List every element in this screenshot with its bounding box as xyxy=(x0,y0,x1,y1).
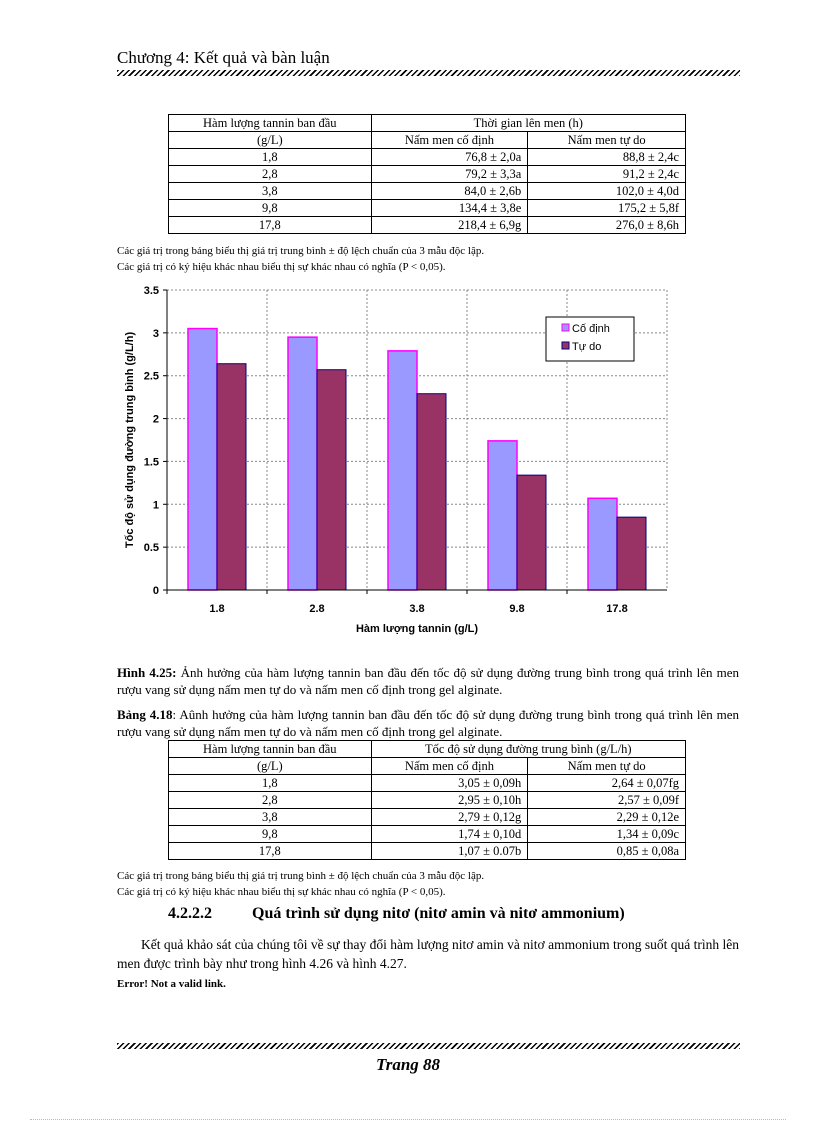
chart-y-label: Tốc độ sử dụng đường trung bình (g/L/h) xyxy=(124,331,136,549)
fermentation-time-table xyxy=(168,114,686,234)
section-heading xyxy=(168,905,625,923)
x-tick-label: 2.8 xyxy=(309,603,325,615)
bar-fixed xyxy=(488,441,517,590)
legend-label-free: Tự do xyxy=(572,341,602,353)
page-header: Chương 4: Kết quả và bàn luận xyxy=(117,48,330,67)
table1-cell: 1,8 xyxy=(169,149,372,166)
y-tick-label: 0 xyxy=(152,585,159,597)
chart-bars xyxy=(188,329,646,590)
table2-col1-header-2: (g/L) xyxy=(169,758,372,775)
table-caption xyxy=(117,706,739,740)
bar-free xyxy=(417,394,446,590)
y-tick-label: 3.5 xyxy=(143,285,159,297)
table-row xyxy=(169,792,686,809)
table1-subheader-fixed: Nấm men cố định xyxy=(371,132,528,149)
table2-cell: 3,05 ± 0,09h xyxy=(371,775,528,792)
page-footer: Trang 88 xyxy=(375,1055,441,1074)
bar-fixed xyxy=(588,498,617,590)
y-tick-label: 1.5 xyxy=(143,456,159,469)
y-tick-label: 0.5 xyxy=(143,542,159,555)
x-tick-label: 3.8 xyxy=(409,603,425,615)
header-rule xyxy=(117,70,740,76)
table1-cell: 102,0 ± 4,0d xyxy=(528,183,686,200)
table2-cell: 1,07 ± 0.07b xyxy=(371,843,528,860)
table1-note-1: Các giá trị trong bảng biểu thị giá trị trung bình ± độ lệch chuẩn của 3 mẫu độc lập. xyxy=(117,245,485,257)
table1-cell: 134,4 ± 3,8e xyxy=(371,200,528,217)
bar-free xyxy=(317,370,346,590)
table-row xyxy=(169,217,686,234)
x-tick-label: 1.8 xyxy=(209,603,225,615)
table1-col1-header-1: Hàm lượng tannin ban đầu xyxy=(169,115,372,132)
bar-free xyxy=(617,517,646,590)
table1-col1-header-2: (g/L) xyxy=(169,132,372,149)
y-tick-label: 3 xyxy=(152,327,159,340)
legend-swatch-fixed xyxy=(562,324,569,331)
y-tick-label: 2.5 xyxy=(143,370,159,383)
table2-note-1: Các giá trị trong bảng biểu thị giá trị trung bình ± độ lệch chuẩn của 3 mẫu độc lập. xyxy=(117,870,485,882)
table1-subheader-free: Nấm men tự do xyxy=(528,132,686,149)
table1-note-2: Các giá trị có ký hiệu khác nhau biểu thị sự khác nhau có nghĩa (P < 0,05). xyxy=(117,261,446,273)
x-tick-label: 17.8 xyxy=(606,603,628,615)
sugar-rate-table xyxy=(168,740,686,860)
table1-cell: 3,8 xyxy=(169,183,372,200)
table2-subheader-fixed: Nấm men cố định xyxy=(371,758,528,775)
table2-cell: 2,79 ± 0,12g xyxy=(371,809,528,826)
y-tick-label: 1 xyxy=(152,499,159,512)
bar-chart xyxy=(110,280,690,642)
table1-group-header: Thời gian lên men (h) xyxy=(371,115,685,132)
table1-cell: 17,8 xyxy=(169,217,372,234)
y-tick-label: 2 xyxy=(152,413,159,426)
chart-x-label: Hàm lượng tannin (g/L) xyxy=(355,623,479,635)
table-row xyxy=(169,149,686,166)
table-row xyxy=(169,809,686,826)
x-tick-label: 9.8 xyxy=(509,603,525,615)
page-bottom-border xyxy=(30,1119,786,1120)
table1-cell: 88,8 ± 2,4c xyxy=(528,149,686,166)
body-paragraph: Kết quả khảo sát của chúng tôi về sự thay đổi hàm lượng nitơ amin và nitơ ammonium trong suốt quá trình lên men được trình bày như trong hình 4.26 và hình 4.27. xyxy=(117,937,739,971)
table2-cell: 1,8 xyxy=(169,775,372,792)
chart-legend xyxy=(546,317,634,361)
legend-label-fixed: Cố định xyxy=(572,323,610,335)
table1-cell: 84,0 ± 2,6b xyxy=(371,183,528,200)
table-caption-text: : Aûnh hưởng của hàm lượng tannin ban đầu đến tốc độ sử dụng đường trung bình trong quá trình lên men rượu vang sử dụng nấm men tự do và nấm men cố định trong gel alginate. xyxy=(117,707,740,739)
figure-caption xyxy=(117,664,739,698)
figure-caption-text: Ảnh hưởng của hàm lượng tannin ban đầu đến tốc độ sử dụng đường trung bình trong quá trình lên men rượu vang sử dụng nấm men tự do và nấm men cố định trong gel alginate. xyxy=(117,665,740,697)
table2-cell: 2,8 xyxy=(169,792,372,809)
table-caption-label: Bảng 4.18 xyxy=(117,707,173,722)
table2-cell: 2,64 ± 0,07fg xyxy=(528,775,686,792)
table1-cell: 76,8 ± 2,0a xyxy=(371,149,528,166)
footer-rule xyxy=(117,1043,740,1049)
table2-subheader-free: Nấm men tự do xyxy=(528,758,686,775)
bar-free xyxy=(217,364,246,590)
table2-cell: 2,29 ± 0,12e xyxy=(528,809,686,826)
figure-caption-label: Hình 4.25: xyxy=(117,665,177,680)
table2-cell: 1,34 ± 0,09c xyxy=(528,826,686,843)
table1-cell: 9,8 xyxy=(169,200,372,217)
table-row xyxy=(169,775,686,792)
bar-fixed xyxy=(288,337,317,590)
table2-cell: 9,8 xyxy=(169,826,372,843)
table-row xyxy=(169,200,686,217)
table1-cell: 276,0 ± 8,6h xyxy=(528,217,686,234)
table2-cell: 3,8 xyxy=(169,809,372,826)
table-row xyxy=(169,166,686,183)
table1-cell: 79,2 ± 3,3a xyxy=(371,166,528,183)
table2-cell: 1,74 ± 0,10d xyxy=(371,826,528,843)
legend-swatch-free xyxy=(562,342,569,349)
table1-cell: 2,8 xyxy=(169,166,372,183)
table1-cell: 218,4 ± 6,9g xyxy=(371,217,528,234)
table-row xyxy=(169,826,686,843)
section-title: Quá trình sử dụng nitơ (nitơ amin và nitơ ammonium) xyxy=(252,905,625,922)
table-row xyxy=(169,183,686,200)
table2-note-2: Các giá trị có ký hiệu khác nhau biểu thị sự khác nhau có nghĩa (P < 0,05). xyxy=(117,886,446,898)
table1-cell: 91,2 ± 2,4c xyxy=(528,166,686,183)
table2-col1-header-1: Hàm lượng tannin ban đầu xyxy=(169,741,372,758)
table1-cell: 175,2 ± 5,8f xyxy=(528,200,686,217)
bar-fixed xyxy=(188,329,217,590)
bar-free xyxy=(517,475,546,590)
table2-cell: 0,85 ± 0,08a xyxy=(528,843,686,860)
bar-fixed xyxy=(388,351,417,590)
table2-group-header: Tốc độ sử dụng đường trung bình (g/L/h) xyxy=(371,741,685,758)
error-link-text: Error! Not a valid link. xyxy=(117,978,226,990)
table2-cell: 17,8 xyxy=(169,843,372,860)
section-number: 4.2.2.2 xyxy=(168,905,212,922)
table2-cell: 2,95 ± 0,10h xyxy=(371,792,528,809)
table-row xyxy=(169,843,686,860)
table2-cell: 2,57 ± 0,09f xyxy=(528,792,686,809)
